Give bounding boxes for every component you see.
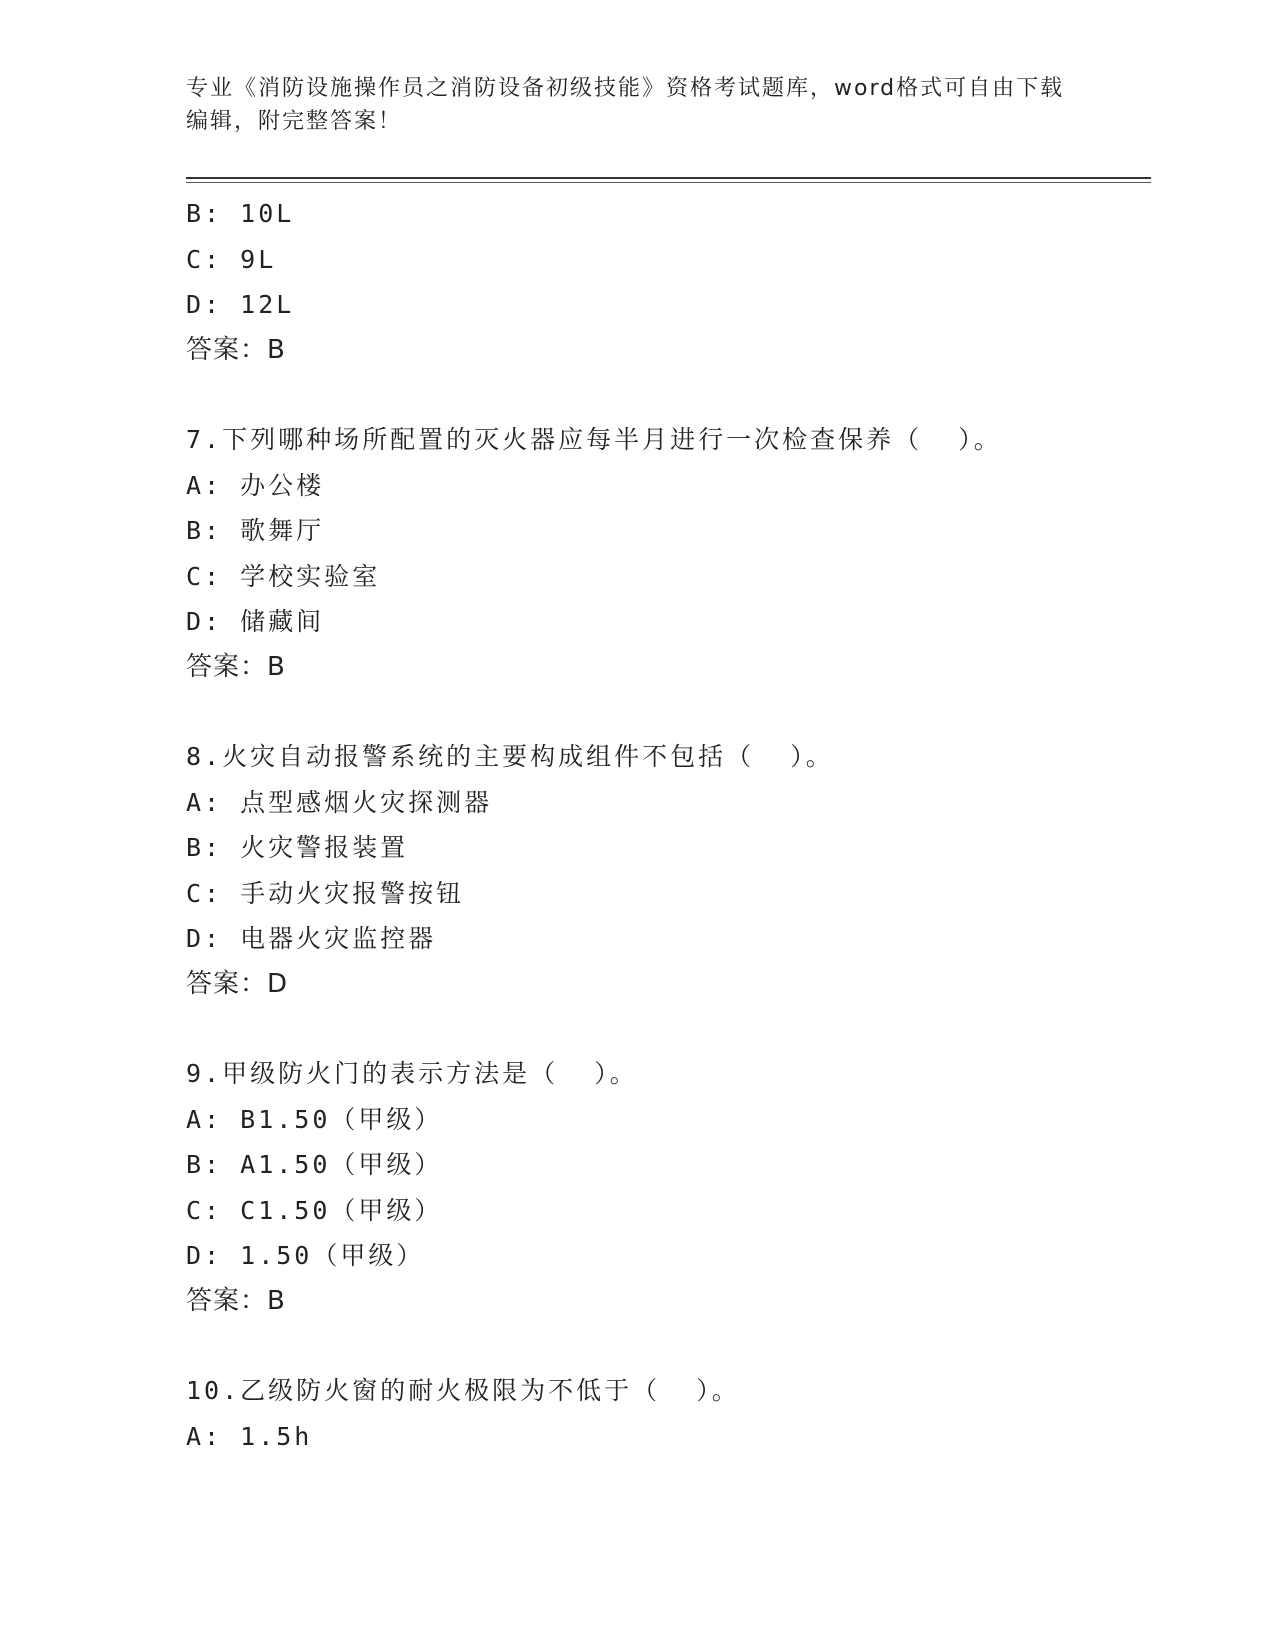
question-block-8 bbox=[186, 734, 1151, 1007]
question-block-7 bbox=[186, 417, 1151, 690]
answer: 答案：D bbox=[186, 968, 289, 999]
option-d: D: 12L bbox=[186, 290, 295, 319]
header-divider-thick bbox=[186, 177, 1151, 179]
option-a: A: 点型感烟火灾探测器 bbox=[186, 787, 493, 817]
question-text: 9.甲级防火门的表示方法是（ ）。 bbox=[186, 1059, 638, 1088]
option-b: B: 10L bbox=[186, 199, 295, 228]
option-c: C: 9L bbox=[186, 244, 277, 274]
option-a: A: 1.5h bbox=[186, 1421, 313, 1451]
question-text: 8.火灾自动报警系统的主要构成组件不包括（ ）。 bbox=[186, 742, 834, 771]
option-a: A: B1.50（甲级） bbox=[186, 1104, 443, 1134]
block-spacer bbox=[186, 373, 1151, 417]
option-c: C: 学校实验室 bbox=[186, 561, 381, 591]
question-block-6-continued bbox=[186, 191, 1151, 373]
block-spacer bbox=[186, 1324, 1151, 1368]
answer: 答案：B bbox=[186, 334, 286, 365]
page-header: 专业《消防设施操作员之消防设备初级技能》资格考试题库，word格式可自由下载编辑，附完整答案！ bbox=[186, 76, 1065, 134]
header-divider-thin bbox=[186, 182, 1151, 183]
question-text: 10.乙级防火窗的耐火极限为不低于（ ）。 bbox=[186, 1376, 740, 1405]
question-list bbox=[186, 191, 1151, 1459]
block-spacer bbox=[186, 1007, 1151, 1051]
option-b: B: 火灾警报装置 bbox=[186, 833, 409, 862]
question-text: 7.下列哪种场所配置的灭火器应每半月进行一次检查保养（ ）。 bbox=[186, 425, 1002, 454]
option-b: B: A1.50（甲级） bbox=[186, 1150, 443, 1179]
option-a: A: 办公楼 bbox=[186, 470, 325, 500]
answer: 答案：B bbox=[186, 1285, 286, 1316]
option-d: D: 储藏间 bbox=[186, 607, 325, 636]
block-spacer bbox=[186, 690, 1151, 734]
option-d: D: 电器火灾监控器 bbox=[186, 924, 437, 953]
option-c: C: C1.50（甲级） bbox=[186, 1195, 443, 1225]
option-c: C: 手动火灾报警按钮 bbox=[186, 878, 465, 908]
option-b: B: 歌舞厅 bbox=[186, 516, 325, 545]
option-d: D: 1.50（甲级） bbox=[186, 1241, 425, 1270]
answer: 答案：B bbox=[186, 651, 286, 682]
question-block-9 bbox=[186, 1051, 1151, 1324]
question-block-10 bbox=[186, 1368, 1151, 1459]
